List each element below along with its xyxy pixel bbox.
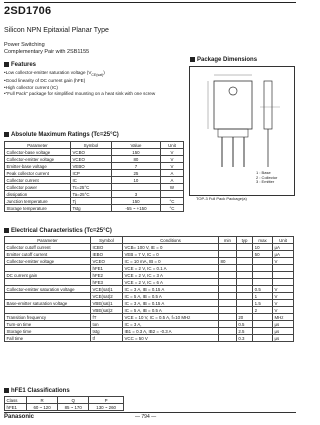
abs-max-table xyxy=(4,141,184,212)
brand-logo: Panasonic xyxy=(4,414,35,420)
square-bullet-icon xyxy=(4,132,9,137)
table-row: Storage time tstg IB1 = 0.3 A, IB2 = -0.3 A 2.5 μs xyxy=(5,328,294,335)
square-bullet-icon xyxy=(4,228,9,233)
table-row: Collector-base voltage VCBO 150 V xyxy=(5,149,184,156)
footer-rule xyxy=(4,412,296,413)
table-header-row: Parameter Symbol Value Unit xyxy=(5,142,184,149)
square-bullet-icon xyxy=(190,57,195,62)
subtitle: Silicon NPN Epitaxial Planar Type xyxy=(4,27,109,34)
features-heading: Features xyxy=(4,62,188,68)
table-row: Collector power Tc=25°C W xyxy=(5,184,184,191)
elec-heading: Electrical Characteristics (Tc=25°C) xyxy=(4,228,112,234)
table-row: Collector-emitter voltage VCEO 80 V xyxy=(5,156,184,163)
table-row: Collector-emitter saturation voltage VCE(sat)1 IC = 3 A, IB = 0.15 A 0.5 V xyxy=(5,286,294,293)
application-line: Power Switching xyxy=(4,42,45,48)
square-bullet-icon xyxy=(4,62,9,67)
feature-item: • High collector current (IC) xyxy=(4,85,188,91)
table-row: DC current gain hFE2 VCE = 2 V, IC = 3 A xyxy=(5,272,294,279)
table-row: hFE1 60 ~ 120 85 ~ 170 130 ~ 260 xyxy=(5,404,124,411)
package-heading: Package Dimensions xyxy=(190,57,257,63)
table-header-row: Parameter Symbol Conditions min typ max Unit xyxy=(5,237,294,244)
table-row: Collector cutoff current ICBO VCB= 100 V, IE = 0 10 μA xyxy=(5,244,294,251)
table-row: Peak collector current ICP 25 A xyxy=(5,170,184,177)
package-outline-drawing xyxy=(190,67,294,195)
table-row: Fall time tf VCC = 50 V 0.3 μs xyxy=(5,335,294,342)
application-line: Complementary Pair with 2SB1155 xyxy=(4,49,90,55)
features-section xyxy=(4,62,188,98)
hfe-class-heading: hFE1 Classifications xyxy=(4,388,70,394)
table-row: dissipation Ta=25°C 3 xyxy=(5,191,184,198)
table-row: hFE1 VCE = 2 V, IC = 0.1 A xyxy=(5,265,294,272)
table-row: Collector current IC 10 A xyxy=(5,177,184,184)
table-row: Collector-emitter voltage VCEO IC = 10 mA, IB = 0 80 V xyxy=(5,258,294,265)
table-row: Emitter-base voltage VEBO 7 V xyxy=(5,163,184,170)
table-header-row: Class R Q P xyxy=(5,397,124,404)
table-row: Turn-on time ton IC = 3 A, 0.5 μs xyxy=(5,321,294,328)
package-diagram xyxy=(189,66,295,196)
page-number: — 794 — xyxy=(135,414,157,420)
feature-item: • "Full Pack" package for simplified mounting on a heat sink with one screw xyxy=(4,91,184,97)
applications xyxy=(4,42,89,56)
part-number: 2SD1706 xyxy=(4,5,52,17)
table-row: VCE(sat)2 IC = 5 A, IB = 0.5 A 1 V xyxy=(5,293,294,300)
table-row: Emitter cutoff current IEBO VEB = 7 V, IC = 0 50 μA xyxy=(5,251,294,258)
table-row: Base-emitter saturation voltage VBE(sat)1 IC = 3 A, IB = 0.15 A 1.5 V xyxy=(5,300,294,307)
table-row: VBE(sat)2 IC = 5 A, IB = 0.5 A 2 V xyxy=(5,307,294,314)
package-name: TOP-3 Full Pack Package(a) xyxy=(196,196,247,201)
hfe-class-table xyxy=(4,396,124,411)
table-row: Junction temperature Tj 150 °C xyxy=(5,198,184,205)
table-row: Transition frequency fT VCE = 10 V, IC = 0.5 A, f=10 MHz 20 MHz xyxy=(5,314,294,321)
elec-table xyxy=(4,236,294,342)
table-row: Storage temperature Tstg -55 ~ +150 °C xyxy=(5,205,184,212)
abs-max-heading: Absolute Maximum Ratings (Tc=25°C) xyxy=(4,132,119,138)
feature-item: • Good linearity of DC current gain (hFE) xyxy=(4,78,188,84)
top-rule xyxy=(4,2,296,3)
square-bullet-icon xyxy=(4,388,9,393)
feature-item: • Low collector-emitter saturation voltage $(V_{CE(sat)})$ xyxy=(4,70,188,78)
pin-legend: 1 : Base 2 : Collector 3 : Emitter xyxy=(256,170,278,185)
table-row: hFE3 VCE = 2 V, IC = 6 A xyxy=(5,279,294,286)
